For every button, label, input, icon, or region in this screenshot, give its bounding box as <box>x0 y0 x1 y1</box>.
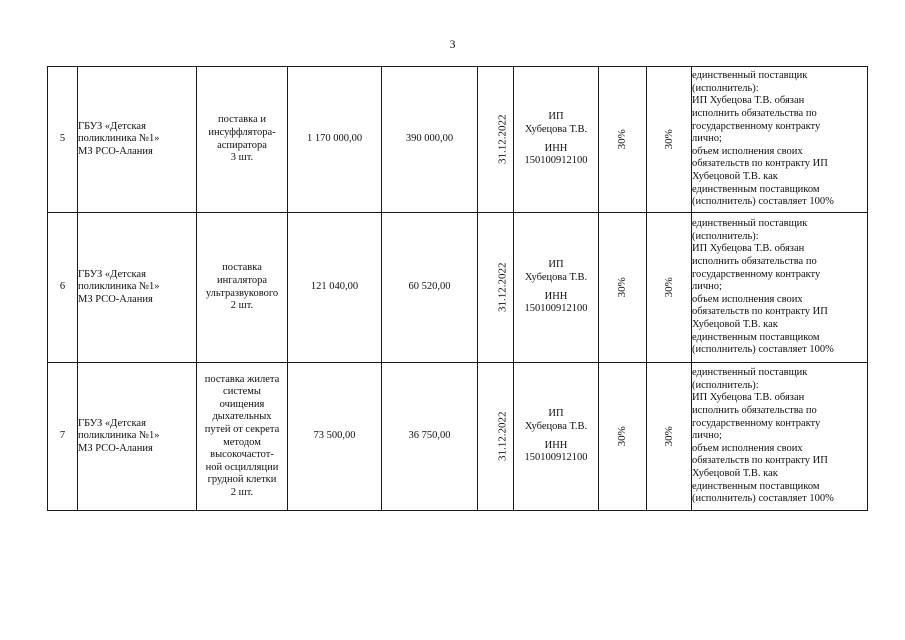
org-line: ГБУЗ «Детская <box>78 120 146 132</box>
subject-line: ингалятора <box>217 274 267 286</box>
supplier-type: ИП <box>548 408 564 420</box>
contract-amount: 1 170 000,00 <box>288 67 382 213</box>
note-line: (исполнитель) составляет 100% <box>692 493 834 505</box>
org-line: поликлиника №1» <box>78 133 160 145</box>
supplier-type: ИП <box>548 259 564 271</box>
percent-1: 30% <box>616 128 629 150</box>
supplier-cell <box>514 213 599 363</box>
percent-1: 30% <box>616 425 629 447</box>
subject-line: 2 шт. <box>230 486 254 498</box>
subject-line: ультразвукового <box>205 287 279 299</box>
subject-line: 2 шт. <box>230 300 254 312</box>
row-number: 5 <box>48 67 78 213</box>
note-line: государственному контракту <box>692 417 821 429</box>
organization-cell <box>78 363 197 511</box>
percent-1: 30% <box>616 276 629 298</box>
subject-cell <box>197 213 288 363</box>
secured-amount: 390 000,00 <box>382 67 478 213</box>
note-line: исполнить обязательства по <box>692 108 817 120</box>
note-line: ИП Хубецова Т.В. обязан <box>692 95 805 107</box>
note-line: единственный поставщик <box>692 218 808 230</box>
table-row <box>48 363 868 511</box>
date-cell <box>478 213 514 363</box>
supplier-cell <box>514 67 599 213</box>
percent-2: 30% <box>662 425 675 447</box>
org-line: ГБУЗ «Детская <box>78 268 146 280</box>
supplier-cell <box>514 363 599 511</box>
org-line: поликлиника №1» <box>78 281 160 293</box>
org-line: МЗ РСО-Алания <box>78 145 153 157</box>
note-line: обязательств по контракту ИП <box>692 455 828 467</box>
subject-line: дыхательных <box>212 411 272 423</box>
supplier-type: ИП <box>548 111 564 123</box>
note-line: (исполнитель) составляет 100% <box>692 196 834 208</box>
note-line: лично; <box>692 281 722 293</box>
table-row <box>48 67 868 213</box>
note-line: исполнить обязательства по <box>692 405 817 417</box>
note-line: Хубецовой Т.В. как <box>692 467 778 479</box>
note-line: обязательств по контракту ИП <box>692 306 828 318</box>
subject-line: поставка <box>222 262 262 274</box>
subject-cell <box>197 363 288 511</box>
supplier-inn: ИНН 150100912100 <box>524 290 588 315</box>
subject-line: системы <box>223 386 261 398</box>
note-line: объем исполнения своих <box>692 145 803 157</box>
percent-cell <box>599 67 647 213</box>
subject-cell <box>197 67 288 213</box>
contract-date: 31.12.2022 <box>496 411 509 461</box>
note-line: Хубецовой Т.В. как <box>692 318 778 330</box>
note-line: государственному контракту <box>692 268 821 280</box>
note-line: Хубецовой Т.В. как <box>692 170 778 182</box>
note-line: государственному контракту <box>692 120 821 132</box>
secured-amount: 36 750,00 <box>382 363 478 511</box>
note-line: лично; <box>692 430 722 442</box>
percent-cell <box>647 213 692 363</box>
organization-cell <box>78 67 197 213</box>
supplier-name: Хубецова Т.В. <box>524 420 588 432</box>
row-number: 7 <box>48 363 78 511</box>
percent-cell <box>647 363 692 511</box>
row-number: 6 <box>48 213 78 363</box>
percent-2: 30% <box>662 128 675 150</box>
note-cell <box>692 363 868 511</box>
note-line: единственным поставщиком <box>692 183 820 195</box>
note-line: ИП Хубецова Т.В. обязан <box>692 392 805 404</box>
subject-line: поставка жилета <box>204 373 280 385</box>
org-line: МЗ РСО-Алания <box>78 293 153 305</box>
table-row <box>48 213 868 363</box>
supplier-inn: ИНН 150100912100 <box>524 439 588 464</box>
subject-line: грудной клетки <box>207 474 277 486</box>
note-cell <box>692 213 868 363</box>
subject-line: высокочастот- <box>210 449 274 461</box>
subject-line: аспиратора <box>217 139 267 151</box>
percent-cell <box>647 67 692 213</box>
supplier-name: Хубецова Т.В. <box>524 123 588 135</box>
contract-date: 31.12.2022 <box>496 114 509 164</box>
note-line: (исполнитель): <box>692 82 759 94</box>
contract-amount: 121 040,00 <box>288 213 382 363</box>
subject-line: методом <box>223 436 261 448</box>
note-line: объем исполнения своих <box>692 442 803 454</box>
percent-cell <box>599 213 647 363</box>
supplier-inn: ИНН 150100912100 <box>524 142 588 167</box>
subject-line: инсуффлятора- <box>208 126 276 138</box>
org-line: МЗ РСО-Алания <box>78 442 153 454</box>
percent-cell <box>599 363 647 511</box>
date-cell <box>478 67 514 213</box>
note-line: лично; <box>692 133 722 145</box>
note-line: ИП Хубецова Т.В. обязан <box>692 243 805 255</box>
organization-cell <box>78 213 197 363</box>
date-cell <box>478 363 514 511</box>
note-line: (исполнитель): <box>692 379 759 391</box>
note-line: (исполнитель): <box>692 230 759 242</box>
subject-line: путей от секрета <box>204 423 280 435</box>
note-line: единственный поставщик <box>692 367 808 379</box>
supplier-name: Хубецова Т.В. <box>524 271 588 283</box>
subject-line: поставка и <box>218 114 266 126</box>
note-line: (исполнитель) составляет 100% <box>692 344 834 356</box>
org-line: поликлиника №1» <box>78 430 160 442</box>
note-line: единственным поставщиком <box>692 480 820 492</box>
note-line: единственный поставщик <box>692 70 808 82</box>
page-number: 3 <box>449 37 456 51</box>
contract-amount: 73 500,00 <box>288 363 382 511</box>
note-line: исполнить обязательства по <box>692 256 817 268</box>
note-cell <box>692 67 868 213</box>
note-line: единственным поставщиком <box>692 331 820 343</box>
contract-date: 31.12.2022 <box>496 262 509 312</box>
subject-line: ной осцилляции <box>205 461 279 473</box>
org-line: ГБУЗ «Детская <box>78 417 146 429</box>
subject-line: 3 шт. <box>230 152 254 164</box>
contracts-table <box>47 66 868 511</box>
percent-2: 30% <box>662 276 675 298</box>
subject-line: очищения <box>219 398 265 410</box>
note-line: объем исполнения своих <box>692 293 803 305</box>
note-line: обязательств по контракту ИП <box>692 158 828 170</box>
secured-amount: 60 520,00 <box>382 213 478 363</box>
